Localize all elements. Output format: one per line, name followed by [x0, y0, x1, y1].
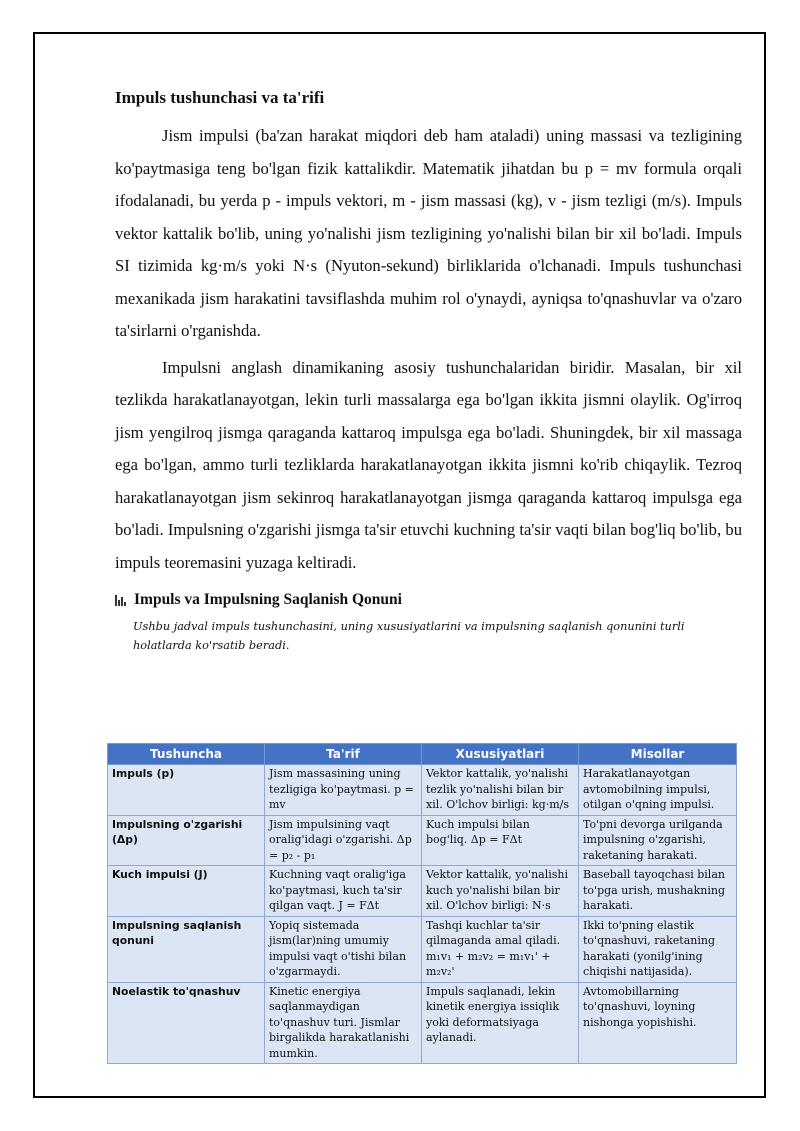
- definition-cell: Jism impulsining vaqt oralig'idagi o'zgarishi. Δp = p₂ - p₁: [265, 815, 422, 866]
- properties-cell: Vektor kattalik, yo'nalishi kuch yo'nalishi bilan bir xil. O'lchov birligi: N·s: [422, 866, 579, 917]
- bar-chart-icon: [115, 595, 126, 606]
- concept-cell: Impulsning o'zgarishi (Δp): [108, 815, 265, 866]
- examples-cell: Avtomobillarning to'qnashuvi, loyning nishonga yopishishi.: [579, 982, 737, 1064]
- table-heading: [115, 591, 742, 609]
- properties-cell: Impuls saqlanadi, lekin kinetik energiya issiqlik yoki deformatsiyaga aylanadi.: [422, 982, 579, 1064]
- examples-cell: Ikki to'pning elastik to'qnashuvi, raketaning harakati (yonilg'ining chiqishi natijasida).: [579, 916, 737, 982]
- concept-cell: Noelastik to'qnashuv: [108, 982, 265, 1064]
- definition-cell: Jism massasining uning tezligiga ko'paytmasi. p = mv: [265, 765, 422, 816]
- properties-cell: Kuch impulsi bilan bog'liq. Δp = FΔt: [422, 815, 579, 866]
- table-row: [108, 765, 737, 816]
- concept-cell: Impulsning saqlanish qonuni: [108, 916, 265, 982]
- concept-table: [107, 743, 737, 1064]
- definition-cell: Kuchning vaqt oralig'iga ko'paytmasi, kuch ta'sir qilgan vaqt. J = FΔt: [265, 866, 422, 917]
- examples-cell: Harakatlanayotgan avtomobilning impulsi, otilgan o'qning impulsi.: [579, 765, 737, 816]
- concept-cell: Impuls (p): [108, 765, 265, 816]
- table-header-row: [108, 744, 737, 765]
- table-row: [108, 916, 737, 982]
- column-header-misollar: Misollar: [579, 744, 737, 765]
- table-row: [108, 866, 737, 917]
- examples-cell: Baseball tayoqchasi bilan to'pga urish, mushakning harakati.: [579, 866, 737, 917]
- table-caption: Ushbu jadval impuls tushunchasini, uning xususiyatlarini va impulsning saqlanish qonunini turli holatlarda ko'rsatib beradi.: [133, 620, 685, 652]
- definition-cell: Kinetic energiya saqlanmaydigan to'qnashuv turi. Jismlar birgalikda harakatlanishi mumkin.: [265, 982, 422, 1064]
- properties-cell: Vektor kattalik, yo'nalishi tezlik yo'nalishi bilan bir xil. O'lchov birligi: kg·m/s: [422, 765, 579, 816]
- column-header-tarif: Ta'rif: [265, 744, 422, 765]
- paragraph-2: Impulsni anglash dinamikaning asosiy tushunchalaridan biridir. Masalan, bir xil tezlikda harakatlanayotgan, lekin turli massalarga ega bo'lgan ikkita jismni olaylik. Og'irroq jism yengilroq jismga qaraganda kattaroq impulsga ega bo'ladi. Shuningdek, bir xil massaga ega bo'lgan, ammo turli tezliklarda harakatlanayotgan ikkita jismni ko'rib chiqaylik. Tezroq harakatlanayotgan jism sekinroq harakatlanayotgan jismga qaraganda kattaroq impulsga ega bo'ladi. Impulsning o'zgarishi jismga ta'sir etuvchi kuchning ta'sir vaqti bilan bog'liq bo'lib, bu impuls teoremasini yuzaga keltiradi.: [115, 357, 742, 572]
- properties-cell: Tashqi kuchlar ta'sir qilmaganda amal qiladi. m₁v₁ + m₂v₂ = m₁v₁' + m₂v₂': [422, 916, 579, 982]
- section-title: Impuls tushunchasi va ta'rifi: [115, 88, 325, 107]
- examples-cell: To'pni devorga urilganda impulsning o'zgarishi, raketaning harakati.: [579, 815, 737, 866]
- table-title: Impuls va Impulsning Saqlanish Qonuni: [134, 591, 402, 608]
- table-row: [108, 815, 737, 866]
- column-header-xususiyatlari: Xususiyatlari: [422, 744, 579, 765]
- document-body: [115, 86, 742, 655]
- concept-cell: Kuch impulsi (J): [108, 866, 265, 917]
- paragraph-1: Jism impulsi (ba'zan harakat miqdori deb ham ataladi) uning massasi va tezligining ko'paytmasiga teng bo'lgan fizik kattalikdir. Matematik jihatdan bu p = mv formula orqali ifodalanadi, bu yerda p - impuls vektori, m - jism massasi (kg), v - jism tezligi (m/s). Impuls vektor kattalik bo'lib, uning yo'nalishi jism tezligining yo'nalishi bilan bir xil bo'ladi. Impuls SI tizimida kg·m/s yoki N·s (Nyuton-sekund) birliklarida o'lchanadi. Impuls tushunchasi mexanikada jism harakatini tavsiflashda muhim rol o'ynaydi, ayniqsa to'qnashuvlar va o'zaro ta'sirlarni o'rganishda.: [115, 126, 742, 340]
- column-header-tushuncha: Tushuncha: [108, 744, 265, 765]
- definition-cell: Yopiq sistemada jism(lar)ning umumiy impulsi vaqt o'tishi bilan o'zgarmaydi.: [265, 916, 422, 982]
- table-row: [108, 982, 737, 1064]
